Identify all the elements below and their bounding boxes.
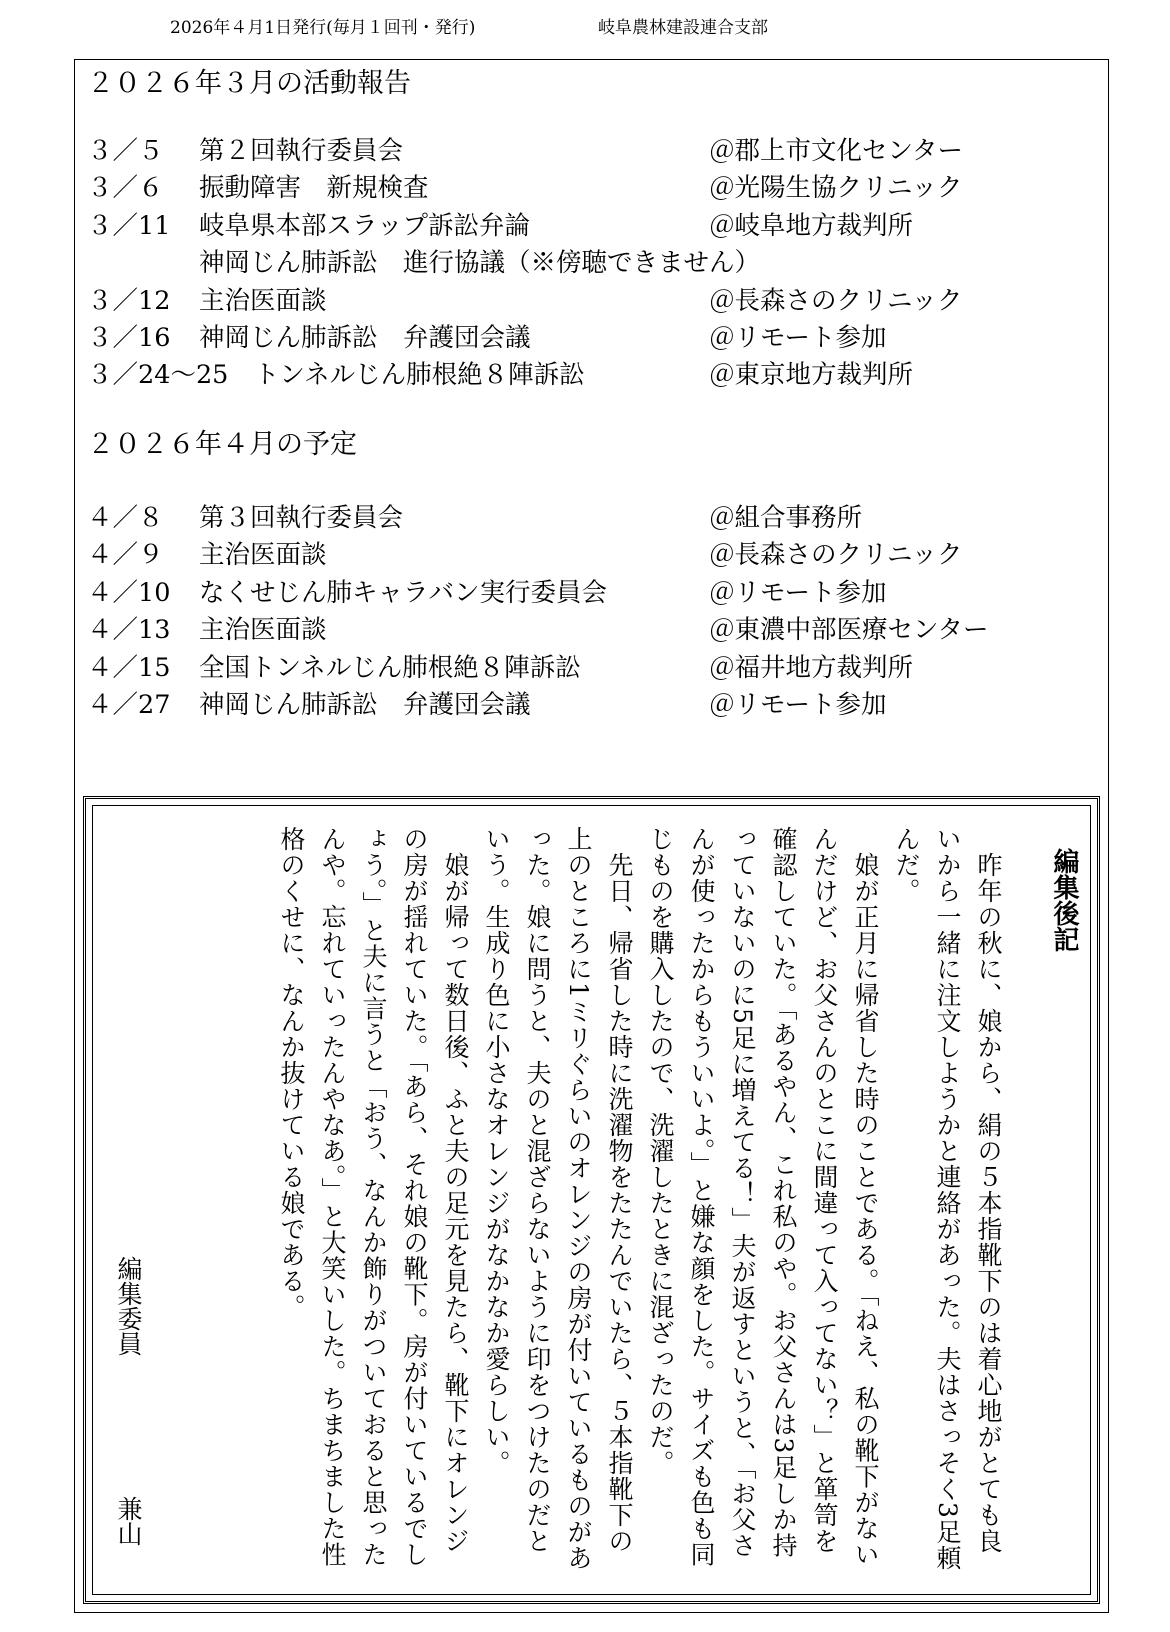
signature-role: 編集委員 xyxy=(114,1256,143,1356)
schedule-place: ＠福井地方裁判所 xyxy=(709,652,914,683)
organization-name: 岐阜農林建設連合支部 xyxy=(598,18,768,38)
editorial-body xyxy=(149,826,1009,1571)
editorial-inner-frame xyxy=(92,805,1091,1595)
schedule-row xyxy=(87,687,1097,724)
schedule-event: 主治医面談 xyxy=(199,285,327,316)
schedule-date: ３／11 xyxy=(87,210,171,241)
schedule-place: ＠組合事務所 xyxy=(709,503,863,533)
schedule-date: ３／12 xyxy=(87,285,171,316)
schedule-place: ＠リモート参加 xyxy=(709,689,887,720)
schedule-row xyxy=(87,283,1097,320)
schedule-row xyxy=(87,133,1097,170)
schedule-place: ＠長森さのクリニック xyxy=(709,285,963,316)
schedule-row xyxy=(87,537,1097,574)
schedule-row xyxy=(87,208,1097,245)
editorial-paragraph: 先日、帰省した時に洗濯物をたたんでいたら、５本指靴下の上のところに1ミリぐらいのオレンジの房が付いているものがあった。娘に問うと、夫のと混ざらないように印をつけたのだという。生成り色に小さなオレンジがなかなか愛らしい。 xyxy=(482,826,634,1571)
schedule-event: なくせじん肺キャラバン実行委員会 xyxy=(199,577,608,608)
schedule-event: 主治医面談 xyxy=(199,615,327,646)
editorial-box xyxy=(83,796,1100,1604)
schedule-date: ４／13 xyxy=(87,615,171,646)
march-report-title: ２０２６年３月の活動報告 xyxy=(87,68,411,99)
april-plan-title: ２０２６年４月の予定 xyxy=(87,429,357,460)
schedule-row xyxy=(87,575,1097,612)
issue-date: 2026年４月1日発行(毎月１回刊・発行) xyxy=(170,18,476,38)
masthead xyxy=(0,14,1170,42)
schedule-place: ＠長森さのクリニック xyxy=(709,540,963,571)
schedule-row xyxy=(87,170,1097,207)
schedule-place: ＠東濃中部医療センター xyxy=(709,615,989,646)
schedule-place: ＠郡上市文化センター xyxy=(709,136,963,166)
schedule-place: ＠リモート参加 xyxy=(709,322,887,353)
schedule-event: 全国トンネルじん肺根絶８陣訴訟 xyxy=(199,652,581,683)
schedule-event: 第２回執行委員会 xyxy=(199,136,404,166)
march-schedule xyxy=(87,133,1097,395)
schedule-date: ３／５ xyxy=(87,136,164,166)
schedule-place: ＠東京地方裁判所 xyxy=(709,360,914,391)
schedule-date: ４／８ xyxy=(87,503,164,533)
schedule-date: ４／９ xyxy=(87,540,164,571)
schedule-place: ＠光陽生協クリニック xyxy=(709,173,963,204)
schedule-place: ＠リモート参加 xyxy=(709,577,887,608)
schedule-row xyxy=(87,612,1097,649)
schedule-date: ３／16 xyxy=(87,322,171,353)
schedule-row xyxy=(87,500,1097,537)
schedule-event: 第３回執行委員会 xyxy=(199,503,404,533)
editorial-paragraph: 昨年の秋に、娘から、絹の５本指靴下のは着心地がとても良いから一緒に注文しようかと連絡があった。夫はさっそく3足頼んだ。 xyxy=(892,826,1003,1571)
editorial-paragraph: 娘が帰って数日後、ふと夫の足元を見たら、靴下にオレンジの房が揺れていた。「あら、それ娘の靴下。房が付いているでしょう。」と夫に言うと「おう、なんか飾りがついておると思ったんや。忘れていったんやなあ。」と大笑いした。ちまちました性格のくせに、なんか抜けている娘である。 xyxy=(277,826,470,1568)
schedule-place: ＠岐阜地方裁判所 xyxy=(709,210,914,241)
newsletter-frame xyxy=(74,59,1109,1613)
schedule-row xyxy=(87,320,1097,357)
schedule-event: 岐阜県本部スラップ訴訟弁論 xyxy=(199,210,530,241)
schedule-date: ４／15 xyxy=(87,652,171,683)
signature-name: 兼山 xyxy=(114,1496,143,1546)
schedule-event: 神岡じん肺訴訟 弁護団会議 xyxy=(199,689,531,720)
schedule-row xyxy=(87,357,1097,394)
schedule-event: 主治医面談 xyxy=(199,540,327,571)
editorial-paragraph: 娘が正月に帰省した時のことである。「ねえ、私の靴下がないんだけど、お父さんのとこに間違って入ってない？」と箪笥を確認していた。「あるやん、これ私のや。お父さんは3足しか持っていないのに5足に増えてる！」夫が返すというと、「お父さんが使ったからもういいよ。」と嫌な顔をした。サイズも色も同じものを購入したので、洗濯したときに混ざったのだ。 xyxy=(646,826,880,1568)
schedule-date: ３／24〜25 トンネルじん肺根絶８陣訴訟 xyxy=(87,360,585,391)
schedule-date: ３／６ xyxy=(87,173,164,204)
schedule-date: ４／27 xyxy=(87,689,171,720)
schedule-event: 振動障害 新規検査 xyxy=(199,173,429,204)
schedule-date: ４／10 xyxy=(87,577,171,608)
schedule-event: 神岡じん肺訴訟 弁護団会議 xyxy=(199,322,531,353)
schedule-event: 神岡じん肺訴訟 進行協議（※傍聴できません） xyxy=(199,248,761,279)
schedule-row xyxy=(87,245,1097,282)
editorial-title: 編集後記 xyxy=(1049,848,1079,952)
editorial-signature xyxy=(111,1256,145,1556)
april-schedule xyxy=(87,500,1097,724)
schedule-row xyxy=(87,650,1097,687)
